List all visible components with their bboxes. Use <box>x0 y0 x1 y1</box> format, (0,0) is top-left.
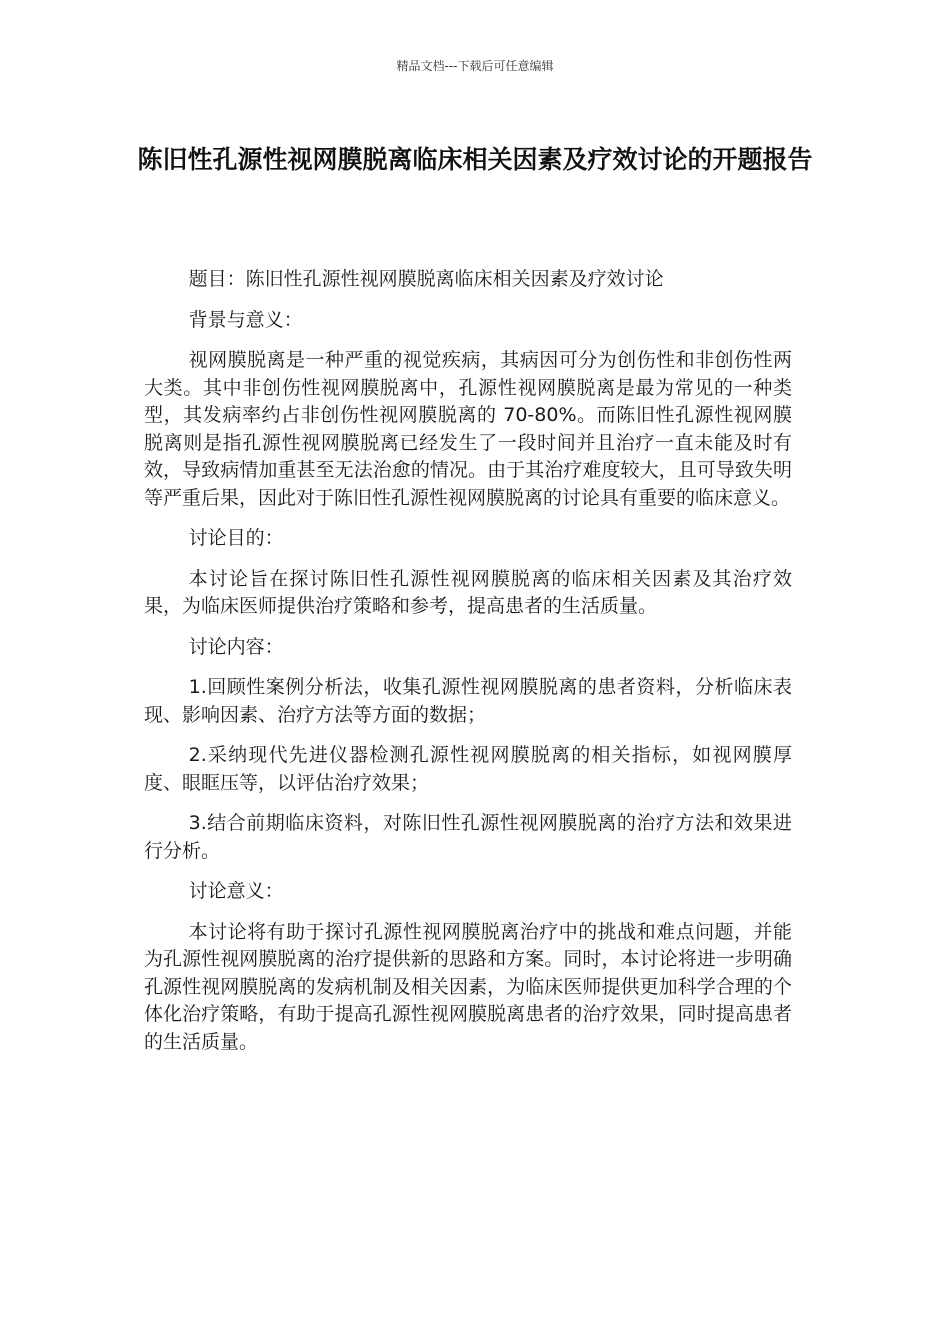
background-heading: 背景与意义： <box>188 308 303 331</box>
page-header: 精品文档---下载后可任意编辑 <box>396 59 554 73</box>
purpose-paragraph: 本讨论旨在探讨陈旧性孔源性视网膜脱离的临床相关因素及其治疗效果，为临床医师提供治疗策略和参考，提高患者的生活质量。 <box>144 567 792 617</box>
content-item: 3.结合前期临床资料，对陈旧性孔源性视网膜脱离的治疗方法和效果进行分析。 <box>144 812 792 862</box>
content-item: 1.回顾性案例分析法，收集孔源性视网膜脱离的患者资料，分析临床表现、影响因素、治疗方法等方面的数据； <box>144 676 792 726</box>
content-item: 2.采纳现代先进仪器检测孔源性视网膜脱离的相关指标，如视网膜厚度、眼眶压等，以评估治疗效果； <box>144 744 792 794</box>
content-heading: 讨论内容： <box>188 635 284 658</box>
purpose-heading: 讨论目的： <box>188 527 284 549</box>
document-body <box>144 266 792 1069</box>
significance-heading: 讨论意义： <box>188 880 284 902</box>
document-title: 陈旧性孔源性视网膜脱离临床相关因素及疗效讨论的开题报告 <box>137 145 813 174</box>
background-paragraph: 视网膜脱离是一种严重的视觉疾病，其病因可分为创伤性和非创伤性两大类。其中非创伤性视网膜脱离中，孔源性视网膜脱离是最为常见的一种类型，其发病率约占非创伤性视网膜脱离的 70-80%。而陈旧性孔源性视网膜脱离则是指孔源性视网膜脱离已经发生了一段时间并且治疗一直未能及时有效，导致病情加重甚至无法治愈的情况。由于其治疗难度较大，且可导致失明等严重后果，因此对于陈旧性孔源性视网膜脱离的讨论具有重要的临床意义。 <box>144 349 792 509</box>
significance-paragraph: 本讨论将有助于探讨孔源性视网膜脱离治疗中的挑战和难点问题，并能为孔源性视网膜脱离的治疗提供新的思路和方案。同时，本讨论将进一步明确孔源性视网膜脱离的发病机制及相关因素，为临床医师提供更加科学合理的个体化治疗策略，有助于提高孔源性视网膜脱离患者的治疗效果，同时提高患者的生活质量。 <box>144 920 792 1053</box>
topic-line: 题目：陈旧性孔源性视网膜脱离临床相关因素及疗效讨论 <box>188 268 664 290</box>
